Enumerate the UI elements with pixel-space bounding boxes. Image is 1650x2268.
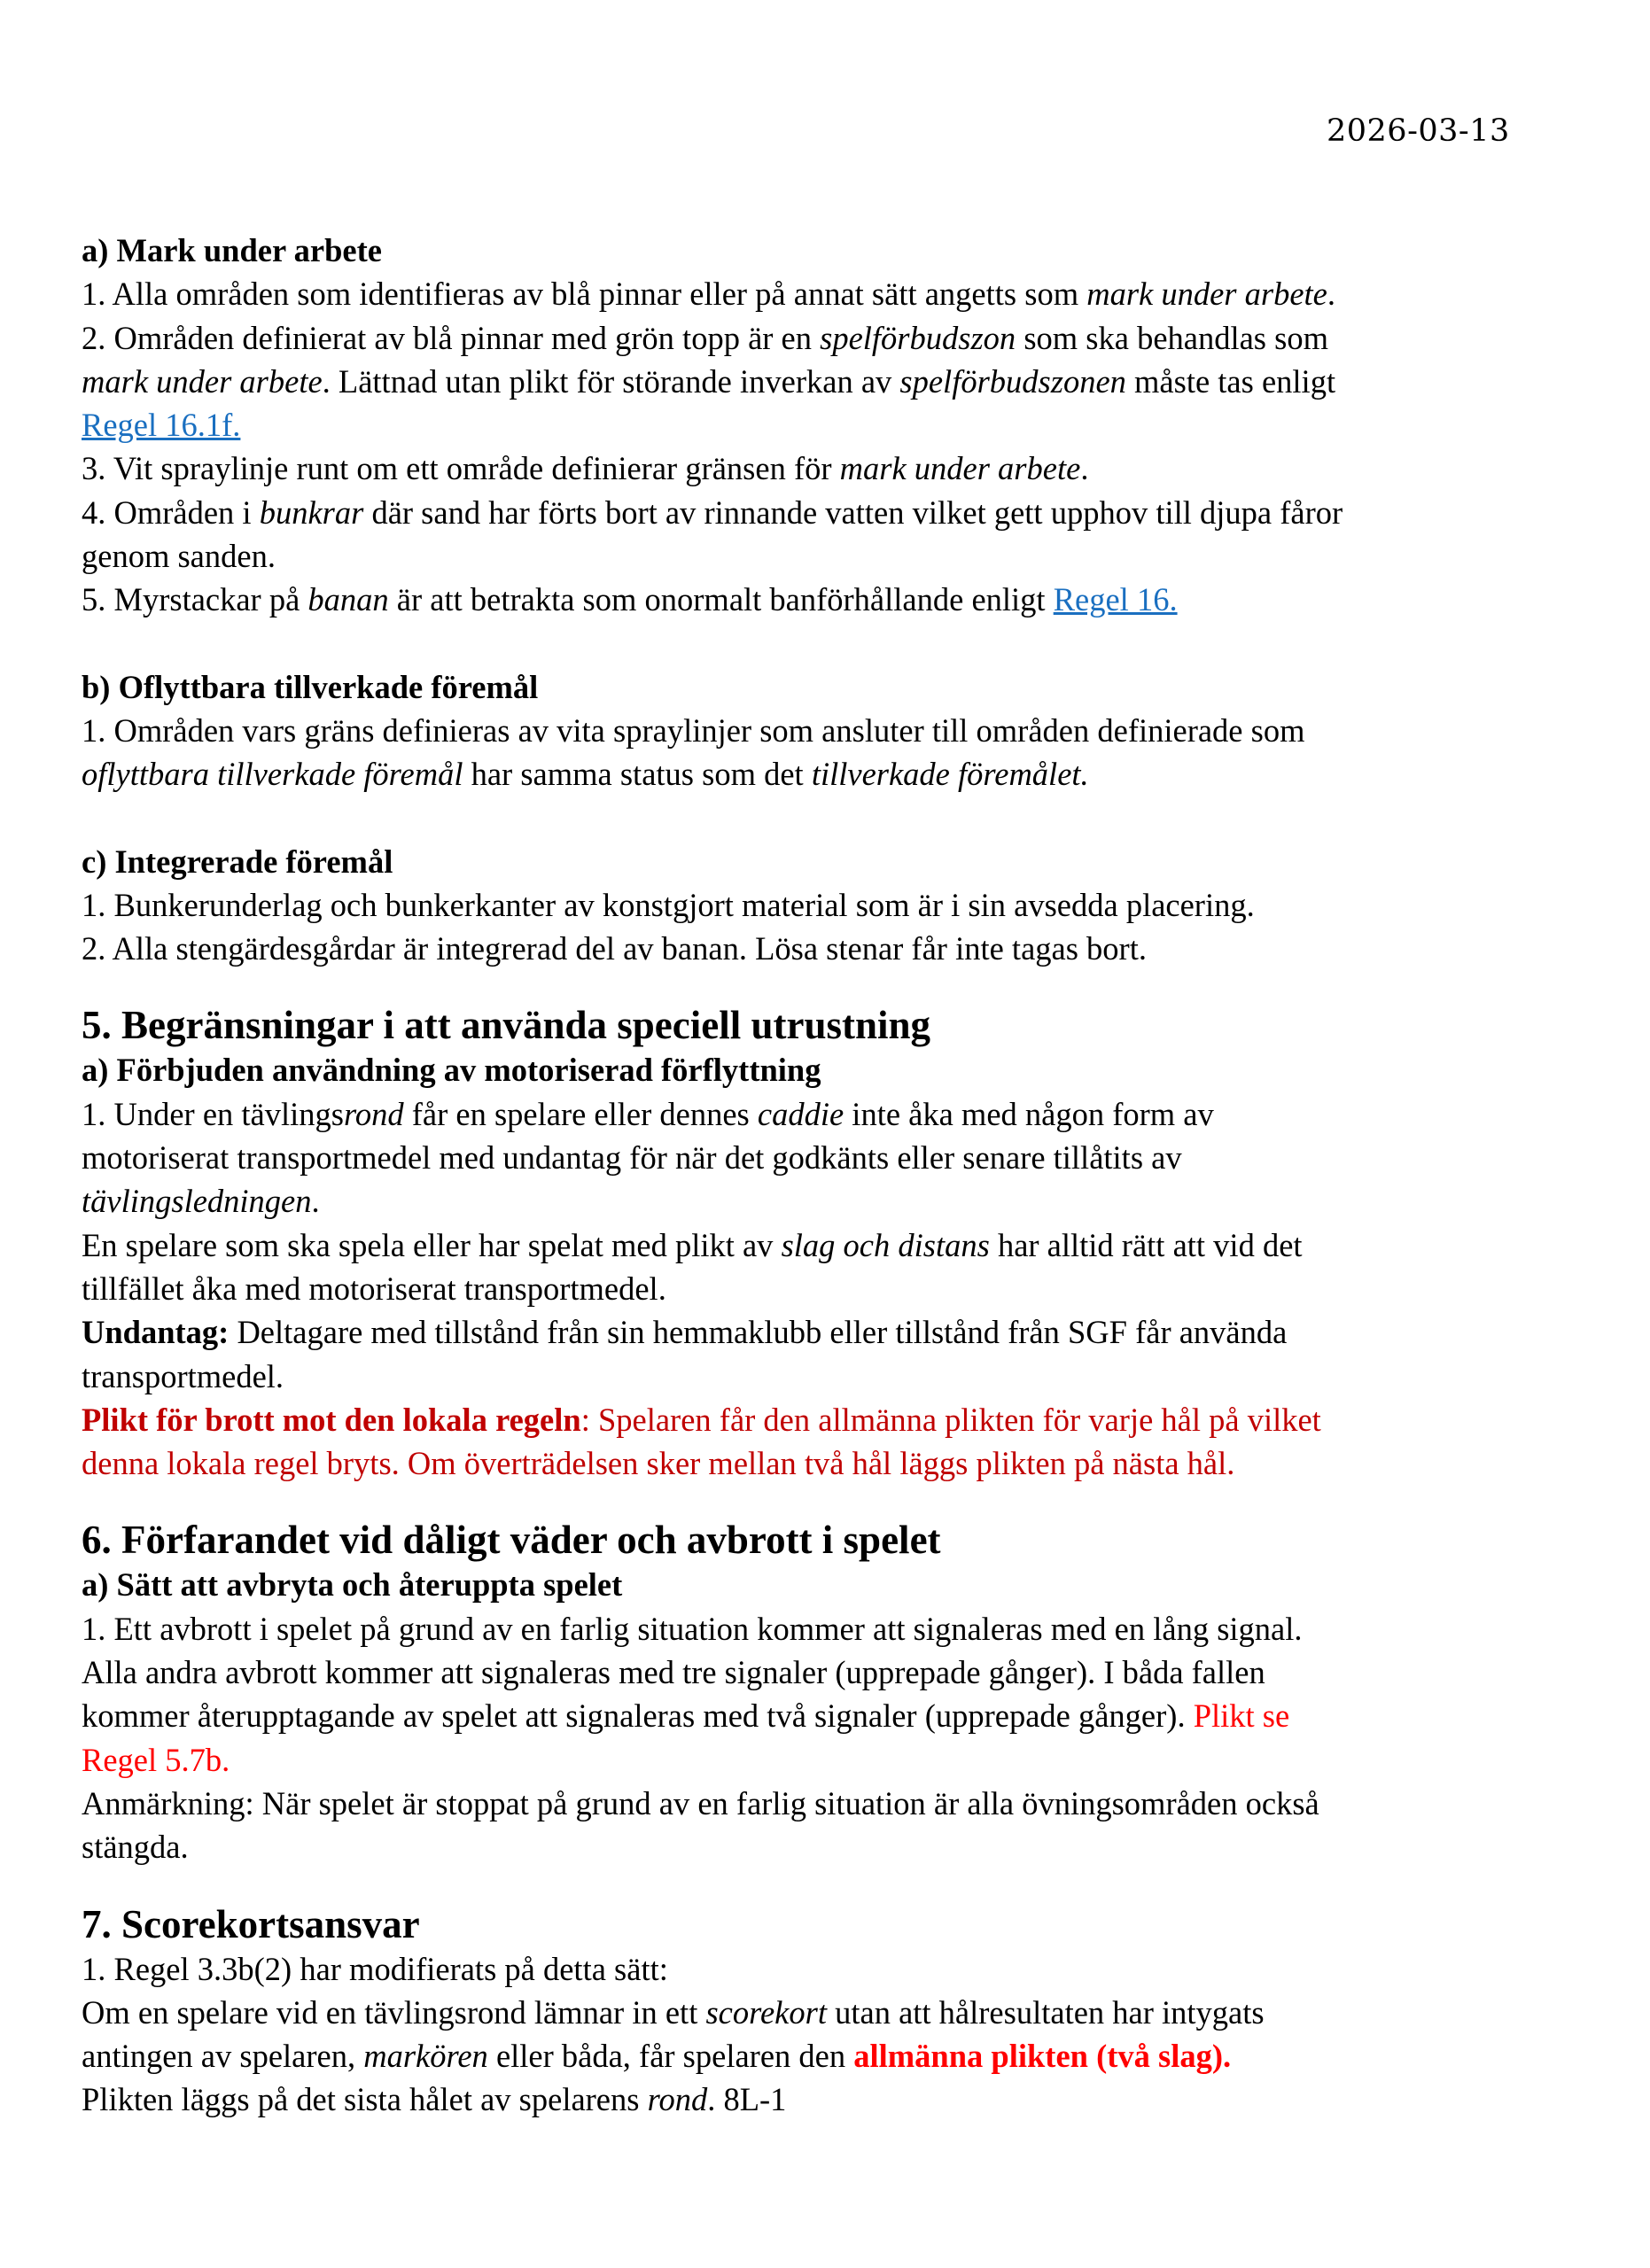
- text: 4. Områden i: [82, 493, 260, 531]
- penalty-label: Plikt för brott mot den lokala regeln: [82, 1401, 581, 1438]
- text: kommer återupptagande av spelet att signaleras med två signaler (upprepade gånger).: [82, 1697, 1194, 1735]
- text: Deltagare med tillstånd från sin hemmaklubb eller tillstånd från SGF får använda: [229, 1314, 1288, 1351]
- paragraph-line: stängda.: [82, 1829, 189, 1866]
- paragraph-line: genom sanden.: [82, 538, 276, 575]
- term: banan: [307, 581, 389, 618]
- text: eller båda, får spelaren den: [487, 2038, 854, 2075]
- paragraph-line: 1. Ett avbrott i spelet på grund av en farlig situation kommer att signaleras med en lång signal.: [82, 1610, 1303, 1647]
- text: .: [1327, 276, 1336, 313]
- paragraph-line: transportmedel.: [82, 1357, 284, 1394]
- subheading-mark-under-arbete: a) Mark under arbete: [82, 232, 382, 268]
- penalty-line: [82, 1398, 1588, 1441]
- paragraph-line: motoriserat transportmedel med undantag för när det godkänts eller senare tillåtits av: [82, 1139, 1182, 1177]
- subheading-motoriserad: a) Förbjuden användning av motoriserad förflyttning: [82, 1052, 821, 1089]
- document-body: [82, 229, 1588, 2122]
- text: där sand har förts bort av rinnande vatten vilket gett upphov till djupa fåror: [363, 493, 1343, 531]
- term: scorekort: [705, 1993, 827, 2031]
- paragraph-line: 1. Områden vars gräns definieras av vita spraylinjer som ansluter till områden definierade som: [82, 711, 1305, 749]
- term: rond: [647, 2081, 708, 2118]
- paragraph-line: [82, 2078, 1588, 2121]
- term: bunkrar: [259, 493, 364, 531]
- paragraph-line: [82, 1694, 1588, 1737]
- term: slag och distans: [781, 1226, 990, 1263]
- term: spelförbudszonen: [899, 362, 1126, 400]
- text: En spelare som ska spela eller har spelat med plikt av: [82, 1226, 782, 1263]
- text: Om en spelare vid en tävlingsrond lämnar in ett: [82, 1993, 706, 2031]
- paragraph-line: [82, 491, 1588, 534]
- text: 2. Områden definierat av blå pinnar med grön topp är en: [82, 319, 821, 356]
- text: 1. Alla områden som identifieras av blå pinnar eller på annat sätt angetts som: [82, 276, 1087, 313]
- spacer: [82, 1869, 1588, 1901]
- term: markören: [363, 2038, 488, 2075]
- spacer: [82, 970, 1588, 1002]
- paragraph-line: 1. Regel 3.3b(2) har modifierats på detta sätt:: [82, 1950, 668, 1987]
- paragraph-line: [82, 360, 1588, 403]
- paragraph-line: [82, 316, 1588, 360]
- paragraph-line: [82, 1092, 1588, 1136]
- paragraph-line: 2. Alla stengärdesgårdar är integrerad del av banan. Lösa stenar får inte tagas bort.: [82, 930, 1147, 967]
- subheading-integrerade: c) Integrerade föremål: [82, 843, 393, 880]
- text: är att betrakta som onormalt banförhållande enligt: [388, 581, 1054, 618]
- paragraph-line: [82, 1223, 1588, 1267]
- subheading-avbryta: a) Sätt att avbryta och återuppta spelet: [82, 1566, 623, 1604]
- paragraph-line: [82, 578, 1588, 621]
- text: har samma status som det: [463, 756, 812, 793]
- term: mark under arbete: [1086, 276, 1327, 313]
- text: måste tas enligt: [1125, 362, 1336, 400]
- penalty-reference: Plikt se: [1193, 1697, 1290, 1735]
- term: tillverkade föremålet.: [811, 756, 1089, 793]
- text: . 8L-1: [707, 2081, 787, 2118]
- text: 5. Myrstackar på: [82, 581, 308, 618]
- heading-section-6: 6. Förfarandet vid dåligt väder och avbrott i spelet: [82, 1518, 941, 1563]
- exception-label: Undantag:: [82, 1314, 230, 1351]
- text: .: [311, 1183, 320, 1220]
- spacer: [82, 1485, 1588, 1517]
- paragraph-line: [82, 752, 1588, 796]
- term: caddie: [757, 1095, 844, 1132]
- paragraph-line: [82, 1991, 1588, 2034]
- paragraph-line: [82, 1179, 1588, 1223]
- spacer: [82, 796, 1588, 840]
- text: inte åka med någon form av: [844, 1095, 1214, 1132]
- text: får en spelare eller dennes: [403, 1095, 758, 1132]
- paragraph-line: 1. Bunkerunderlag och bunkerkanter av konstgjort material som är i sin avsedda placering.: [82, 886, 1255, 923]
- paragraph-line: [82, 403, 1588, 447]
- heading-section-5: 5. Begränsningar i att använda speciell utrustning: [82, 1003, 931, 1048]
- penalty-reference: Regel 5.7b.: [82, 1741, 230, 1778]
- text: . Lättnad utan plikt för störande inverkan av: [322, 362, 900, 400]
- term: mark under arbete: [82, 362, 323, 400]
- heading-section-7: 7. Scorekortsansvar: [82, 1901, 420, 1946]
- spacer: [82, 622, 1588, 665]
- paragraph-line: [82, 447, 1588, 490]
- text: som ska behandlas som: [1016, 319, 1328, 356]
- term: spelförbudszon: [820, 319, 1016, 356]
- term: rond: [344, 1095, 404, 1132]
- general-penalty: allmänna plikten (två slag).: [853, 2038, 1232, 2075]
- paragraph-line: tillfället åka med motoriserat transportmedel.: [82, 1270, 666, 1307]
- document-date: 2026-03-13: [1327, 113, 1510, 149]
- text: Plikten läggs på det sista hålet av spelarens: [82, 2081, 648, 2118]
- text: utan att hålresultaten har intygats: [826, 1993, 1265, 2031]
- rule-16-1f-link[interactable]: Regel 16.1f.: [82, 407, 241, 444]
- subheading-oflyttbara: b) Oflyttbara tillverkade föremål: [82, 668, 539, 705]
- text: .: [1080, 450, 1089, 487]
- text: 1. Under en tävlings: [82, 1095, 344, 1132]
- term: mark under arbete: [839, 450, 1081, 487]
- paragraph-line: [82, 1310, 1588, 1354]
- term: oflyttbara tillverkade föremål: [82, 756, 463, 793]
- paragraph-line: Alla andra avbrott kommer att signaleras med tre signaler (upprepade gånger). I båda fallen: [82, 1654, 1265, 1691]
- text: antingen av spelaren,: [82, 2038, 364, 2075]
- term: tävlingsledningen: [82, 1183, 312, 1220]
- text: har alltid rätt att vid det: [989, 1226, 1303, 1263]
- paragraph-line: [82, 272, 1588, 315]
- rule-16-link[interactable]: Regel 16.: [1053, 581, 1178, 618]
- text: 3. Vit spraylinje runt om ett område definierar gränsen för: [82, 450, 840, 487]
- paragraph-line: [82, 2034, 1588, 2078]
- penalty-line: denna lokala regel bryts. Om överträdelsen sker mellan två hål läggs plikten på nästa hål.: [82, 1445, 1235, 1482]
- paragraph-line: Anmärkning: När spelet är stoppat på grund av en farlig situation är alla övningsområden också: [82, 1784, 1319, 1821]
- text: : Spelaren får den allmänna plikten för varje hål på vilket: [580, 1401, 1321, 1438]
